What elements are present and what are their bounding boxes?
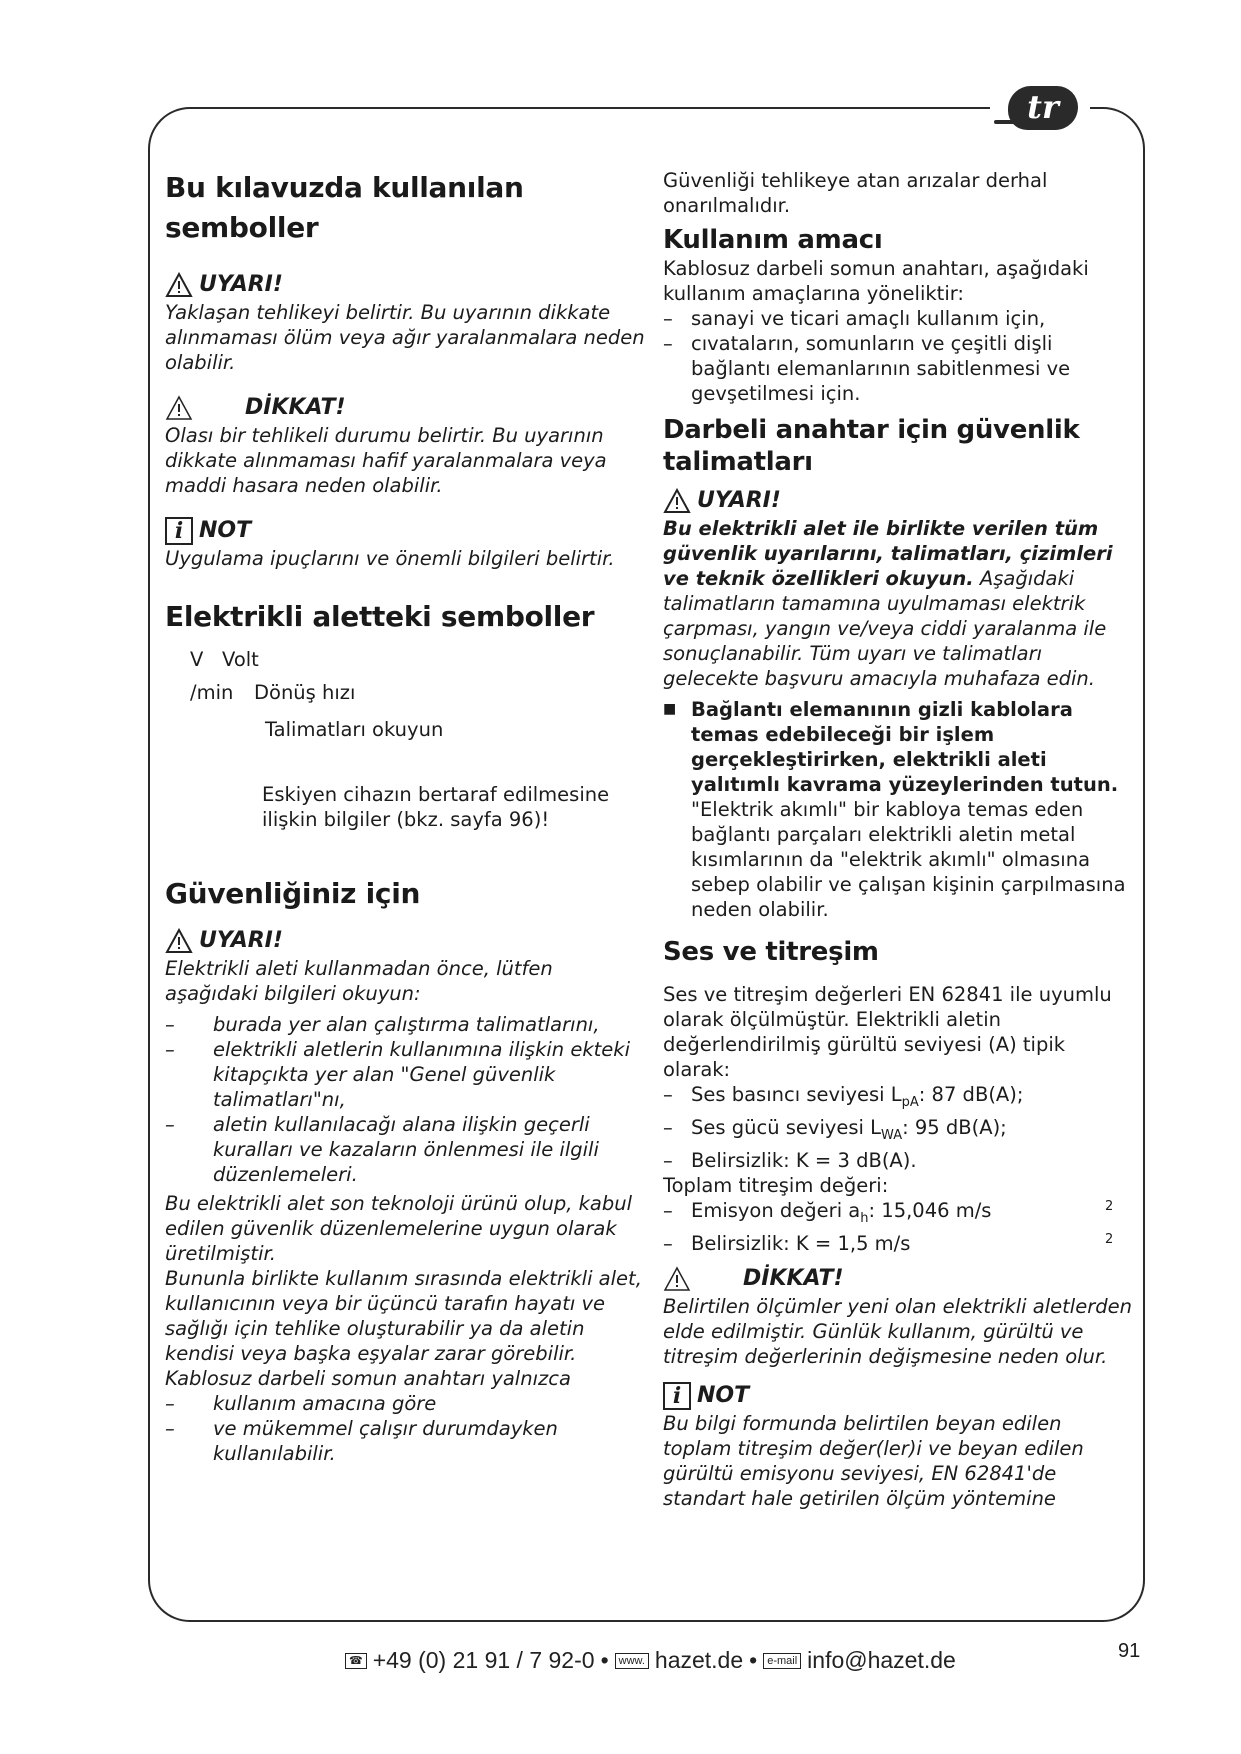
- email-icon: e-mail: [763, 1653, 801, 1669]
- warning-text: Yaklaşan tehlikeyi belirtir. Bu uyarının dikkate alınmaması ölüm veya ağır yaralanmalara neden olabilir.: [165, 301, 645, 374]
- footer-contact: [345, 1647, 956, 1674]
- separator: •: [600, 1647, 609, 1673]
- warning-label: UYARI!: [199, 928, 283, 953]
- caution-text: Olası bir tehlikeli durumu belirtir. Bu uyarının dikkate alınmaması hafif yaralanmalara veya maddi hasara neden olabilir.: [165, 424, 607, 497]
- note-text: Bu bilgi formunda belirtilen beyan edilen toplam titreşim değer(ler)i ve beyan edilen gürültü emisyonu seviyesi, EN 62841'de standart hale getirilen ölçüm yöntemine: [663, 1411, 1084, 1510]
- note-label: NOT: [199, 518, 252, 543]
- caution-block-1: [165, 393, 645, 423]
- warning-label: UYARI!: [199, 272, 283, 297]
- note-block-1: [165, 516, 645, 546]
- website-link[interactable]: hazet.de: [654, 1647, 744, 1673]
- email-link[interactable]: info@hazet.de: [807, 1647, 956, 1673]
- caution-label: DİKKAT!: [743, 1265, 844, 1291]
- caution-label: DİKKAT!: [245, 395, 346, 420]
- heading-symbols: Bu kılavuzda kullanılan semboller: [165, 171, 524, 244]
- web-icon: www.: [615, 1653, 649, 1669]
- caution-text: Belirtilen ölçümler yeni olan elektrikli aletlerden elde edilmiştir. Günlük kullanım, gürültü ve titreşim değerlerinin değişmesine neden olur.: [663, 1294, 1132, 1368]
- phone-number: +49 (0) 21 91 / 7 92-0: [372, 1647, 595, 1673]
- heading-intended-use: Kullanım amacı: [663, 225, 883, 255]
- heading-tool-symbols: Elektrikli aletteki semboller: [165, 600, 595, 633]
- paragraph: Bununla birlikte kullanım sırasında elektrikli alet, kullanıcının veya bir üçüncü tarafın hayatı ve sağlığı için tehlike oluşturabilir ya da aletin kendisi veya başka eşyalar zarar görebilir.: [165, 1267, 642, 1365]
- symbol-rpm: /min Dönüş hızı: [190, 681, 356, 704]
- symbol-disposal: Eskiyen cihazın bertaraf edilmesine ilişkin bilgiler (bkz. sayfa 96)!: [262, 783, 610, 831]
- heading-impact-safety: Darbeli anahtar için güvenlik talimatları: [663, 415, 1080, 477]
- caution-block-2: [663, 1264, 1133, 1294]
- paragraph: Bu elektrikli alet son teknoloji ürünü olup, kabul edilen güvenlik düzenlemelerine uygun olarak üretilmiştir.: [165, 1192, 633, 1265]
- info-icon: i: [663, 1382, 691, 1410]
- warning-block-2: [165, 926, 645, 956]
- list-item: – elektrikli aletlerin kullanımına ilişkin ekteki kitapçıkta yer alan "Genel güvenlik talimatları"nı,: [165, 1038, 630, 1111]
- separator: •: [749, 1647, 758, 1673]
- list-item: – ve mükemmel çalışır durumdayken kullanılabilir.: [165, 1417, 558, 1465]
- page-number: 91: [1118, 1640, 1141, 1662]
- warning-triangle-icon: [165, 928, 193, 954]
- left-column: [165, 168, 645, 1466]
- noise-text: Ses ve titreşim değerleri EN 62841 ile uyumlu olarak ölçülmüştür. Elektrikli aletin değerlendirilmiş gürültü seviyesi (A) tipik olarak:: [663, 983, 1112, 1081]
- note-text: Uygulama ipuçlarını ve önemli bilgileri belirtir.: [165, 547, 615, 570]
- phone-icon: ☎: [345, 1653, 367, 1669]
- list-item: – kullanım amacına göre: [165, 1392, 437, 1415]
- info-icon: i: [165, 517, 193, 545]
- list-item: – Ses gücü seviyesi $L_{WA}$: 95 dB(A);: [663, 1115, 1007, 1143]
- heading-noise: Ses ve titreşim: [663, 937, 879, 967]
- warning-triangle-icon: [165, 395, 193, 421]
- warning-block-1: [165, 270, 645, 300]
- warning-triangle-icon: [663, 488, 691, 514]
- list-item: – Emisyon değeri $a_h$: 15,046 m/s 2: [663, 1198, 1133, 1231]
- list-item: – cıvataların, somunların ve çeşitli dişli bağlantı elemanlarının sabitlenmesi ve gevşetilmesi için.: [663, 332, 1071, 405]
- list-item: – sanayi ve ticari amaçlı kullanım için,: [663, 307, 1046, 330]
- list-item: – burada yer alan çalıştırma talimatlarını,: [165, 1013, 600, 1036]
- warning-label: UYARI!: [697, 488, 781, 513]
- right-column: [663, 168, 1133, 1511]
- paragraph: Kablosuz darbeli somun anahtarı yalnızca: [165, 1367, 571, 1390]
- superscript: 2: [1105, 1231, 1114, 1247]
- warning-block-3: [663, 486, 1133, 516]
- note-block-2: [663, 1381, 1133, 1411]
- list-item: – Belirsizlik: K = 1,5 m/s 2: [663, 1231, 1133, 1256]
- intro-text: Güvenliği tehlikeye atan arızalar derhal onarılmalıdır.: [663, 169, 1048, 217]
- list-item: – Belirsizlik: K = 3 dB(A).: [663, 1148, 917, 1172]
- bullet-item: ■ Bağlantı elemanının gizli kablolara temas edebileceği bir işlem gerçekleştirirken, elektrikli aleti yalıtımlı kavrama yüzeylerinden tutun. "Elektrik akımlı" bir kabloya temas eden bağlantı parçaları elektrikli aletin metal kısımlarının da "elektrik akımlı" olmasına sebep olabilir ve çalışan kişinin çarpılmasına neden olabilir.: [663, 698, 1126, 921]
- note-label: NOT: [697, 1382, 750, 1408]
- symbol-read-instructions: Talimatları okuyun: [265, 718, 444, 741]
- superscript: 2: [1105, 1198, 1114, 1214]
- symbol-volt: V Volt: [190, 648, 259, 671]
- warning-text: Bu elektrikli alet ile birlikte verilen tüm güvenlik uyarılarını, talimatları, çizimleri ve teknik özellikleri okuyun. Aşağıdaki talimatların tamamına uyulmaması elektrik çarpması, yangın ve/veya ciddi yaralanma ile sonuçlanabilir. Tüm uyarı ve talimatları gelecekte başvuru amacıyla muhafaza edin.: [663, 517, 1113, 690]
- warning-text: Elektrikli aleti kullanmadan önce, lütfen aşağıdaki bilgileri okuyun:: [165, 957, 553, 1005]
- use-text: Kablosuz darbeli somun anahtarı, aşağıdaki kullanım amaçlarına yöneliktir:: [663, 257, 1089, 305]
- list-item: – Ses basıncı seviyesi $L_{pA}$: 87 dB(A);: [663, 1083, 1024, 1110]
- warning-triangle-icon: [663, 1266, 691, 1292]
- heading-safety: Güvenliğiniz için: [165, 877, 421, 910]
- square-bullet-icon: ■: [663, 701, 677, 717]
- list-item: – aletin kullanılacağı alana ilişkin geçerli kuralları ve kazaların önlenmesi ile ilgili düzenlemeleri.: [165, 1113, 599, 1186]
- warning-triangle-icon: [165, 272, 193, 298]
- language-badge: tr: [1008, 86, 1078, 130]
- vibration-title: Toplam titreşim değeri:: [663, 1173, 889, 1197]
